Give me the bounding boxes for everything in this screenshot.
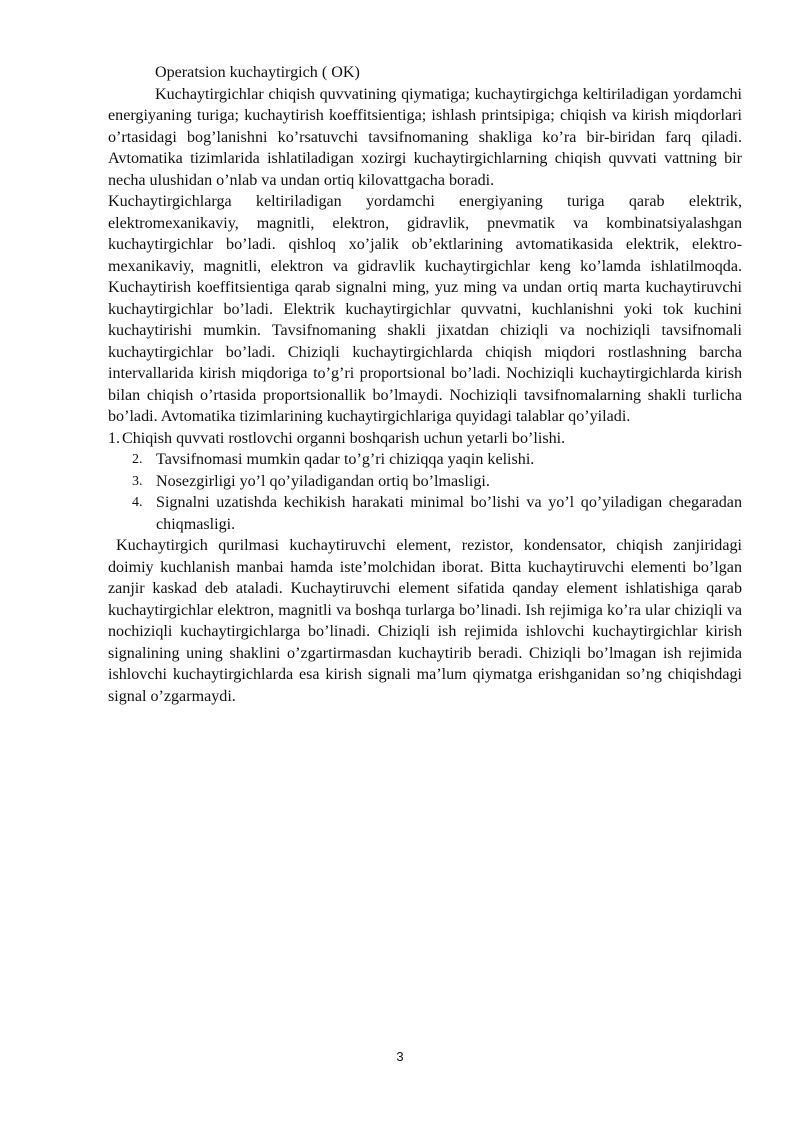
requirement-number: 2. bbox=[132, 452, 143, 467]
paragraph-amplifier-device: Kuchaytirgich qurilmasi kuchaytiruvchi element, rezistor, kondensator, chiqish zanjiridagi doimiy kuchlanish manbai hamda iste’molchidan iborat. Bitta kuchaytiruvchi elementi bo’lgan zanjir kaskad deb ataladi. Kuchaytiruvchi element sifatida qanday element ishlatishiga qarab kuchaytirgichlar elektron, magnitli va boshqa turlarga bo’linadi. Ish rejimiga ko’ra ular chiziqli va nochiziqli kuchaytirgichlarga bo’linadi. Chiziqli ish rejimida ishlovchi kuchaytirgichlar kirish signalining uning shaklini o’zgartirmasdan kuchaytirib beradi. Chiziqli bo’lmagan ish rejimida ishlovchi kuchaytirgichlarda esa kirish signali ma’lum qiymatga erishganidan so’ng chiqishdagi signal o’zgarmaydi. bbox=[108, 537, 742, 705]
requirement-text: Nosezgirligi yo’l qo’yiladigandan ortiq bo’lmasligi. bbox=[156, 472, 490, 490]
document-page bbox=[108, 62, 742, 707]
requirement-item bbox=[108, 492, 742, 535]
requirement-text: Chiqish quvvati rostlovchi organni boshqarish uchun yetarli bo’lishi. bbox=[122, 429, 566, 447]
paragraph-amplifier-classification: Kuchaytirgichlar chiqish quvvatining qiymatiga; kuchaytirgichga keltiriladigan yordamchi energiyaning turiga; kuchaytirish koeffitsientiga; ishlash printsipiga; chiqish va kirish miqdorlari o’rtasidagi bog’lanishni ko’rsatuvchi tavsifnomaning shakliga ko’ra bir-biridan farq qiladi. Avtomatika tizimlarida ishlatiladigan xozirgi kuchaytirgichlarning chiqish quvvati vattning bir necha ulushidan o’nlab va undan ortiq kilovattgacha boradi. bbox=[108, 85, 742, 189]
requirements-list bbox=[108, 428, 742, 536]
requirement-number: 3. bbox=[132, 473, 143, 489]
page-number: 3 bbox=[396, 1049, 404, 1064]
requirement-text: Signalni uzatishda kechikish harakati minimal bo’lishi va yo’l qo’yiladigan chegaradan chiqmasligi. bbox=[156, 494, 742, 533]
requirement-item bbox=[108, 428, 742, 450]
requirement-number: 1. bbox=[108, 429, 121, 447]
requirement-item bbox=[108, 471, 742, 493]
requirement-number: 4. bbox=[132, 495, 143, 510]
paragraph-amplifier-types: Kuchaytirgichlarga keltiriladigan yordamchi energiyaning turiga qarab elektrik, elektromexanikaviy, magnitli, elektron, gidravlik, pnevmatik va kombinatsiyalashgan kuchaytirgichlar bo’ladi. qishloq xo’jalik ob’ektlarining avtomatikasida elektrik, elektro-mexanikaviy, magnitli, elektron va gidravlik kuchaytirgichlar keng ko’lamda ishlatilmoqda. Kuchaytirish koeffitsientiga qarab signalni ming, yuz ming va undan ortiq marta kuchaytiruvchi kuchaytirgichlar bo’ladi. Elektrik kuchaytirgichlar quvvatni, kuchlanishni yoki tok kuchini kuchaytirishi mumkin. Tavsifnomaning shakli jixatdan chiziqli va nochiziqli tavsifnomali kuchaytirgichlar bo’ladi. Chiziqli kuchaytirgichlarda chiqish miqdori rostlashning barcha intervallarida kirish miqdoriga to’g’ri proportsional bo’ladi. Nochiziqli kuchaytirgichlarda kirish bilan chiqish o’rtasida proportsionallik bo’lmaydi. Nochiziqli tavsifnomalarning shakli turlicha bo’ladi. Avtomatika tizimlarining kuchaytirgichlariga quyidagi talablar qo’yiladi. bbox=[108, 193, 742, 425]
requirement-text: Tavsifnomasi mumkin qadar to’g’ri chiziqqa yaqin kelishi. bbox=[156, 451, 535, 468]
requirement-item bbox=[108, 449, 742, 471]
section-title: Operatsion kuchaytirgich ( OK) bbox=[155, 64, 360, 81]
